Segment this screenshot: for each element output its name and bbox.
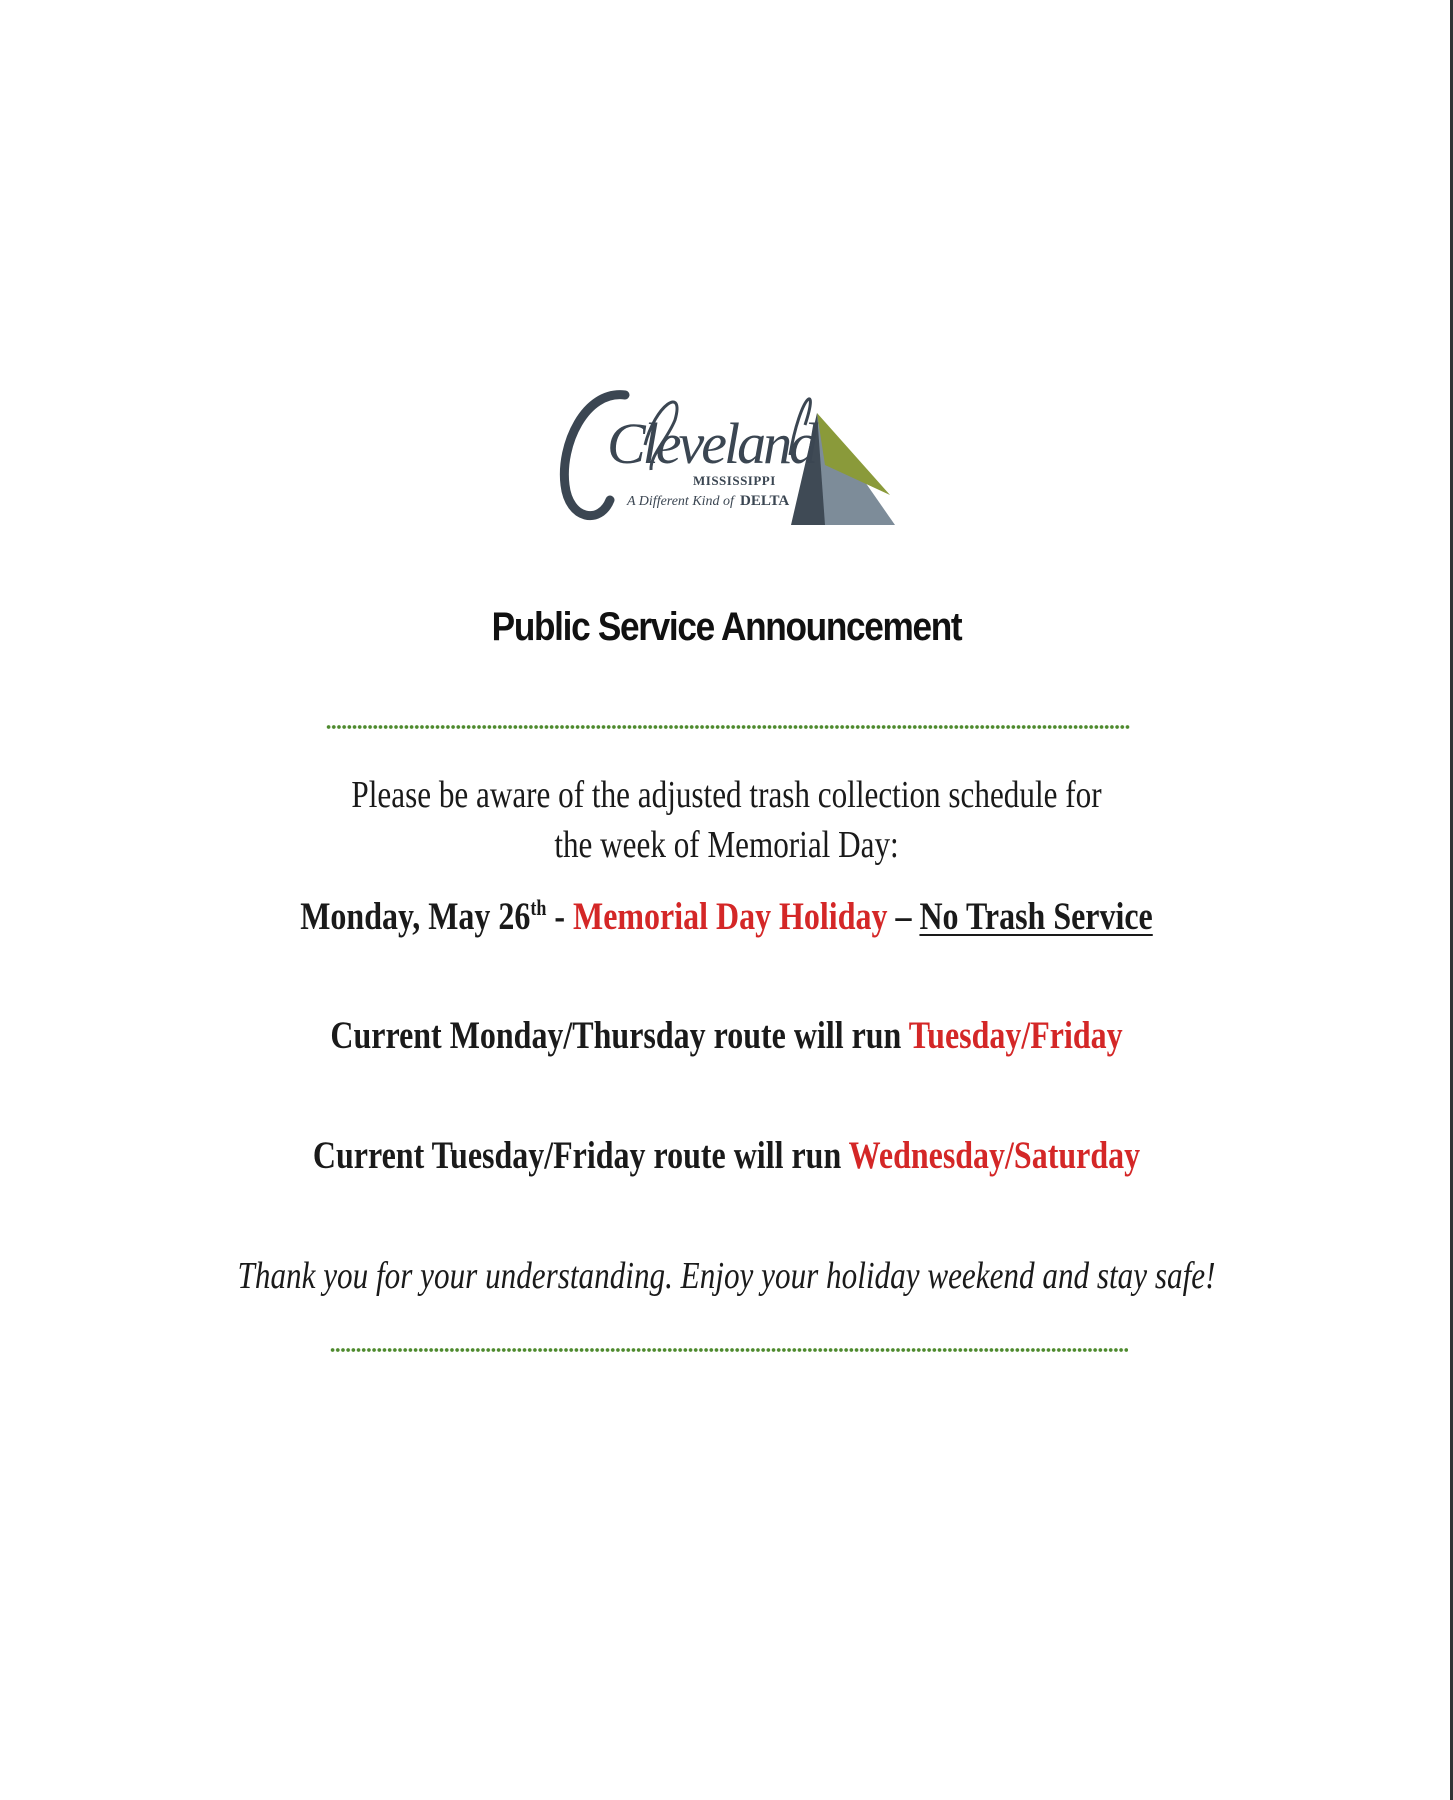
holiday-line [131, 894, 1322, 939]
dotted-divider-top [326, 723, 1130, 731]
route-line-2 [131, 1133, 1322, 1178]
intro-paragraph [131, 770, 1322, 870]
route-2-text: Current Tuesday/Friday route will run [312, 1134, 849, 1177]
logo-tagline-emphasis: DELTA [740, 493, 790, 509]
closing-message: Thank you for your understanding. Enjoy your holiday weekend and stay safe! [237, 1255, 1216, 1297]
intro-line-1: Please be aware of the adjusted trash collection schedule for [351, 774, 1102, 816]
route-2-new-days: Wednesday/Saturday [848, 1134, 1141, 1177]
holiday-dash-1: - [546, 895, 574, 938]
logo-tagline-prefix: A Different Kind of [627, 494, 734, 509]
route-line-1 [131, 1013, 1322, 1058]
holiday-name: Memorial Day Holiday [573, 895, 888, 938]
logo-state: MISSISSIPPI [693, 473, 776, 488]
cleveland-logo [555, 385, 895, 535]
logo-script-word: Cleveland [607, 411, 816, 476]
holiday-dash-2: – [887, 895, 920, 938]
dotted-divider-bottom [330, 1346, 1128, 1354]
holiday-day: Monday, May 26 [300, 895, 531, 938]
route-1-text: Current Monday/Thursday route will run [330, 1014, 909, 1057]
page-title: Public Service Announcement [491, 605, 962, 649]
route-1-new-days: Tuesday/Friday [908, 1014, 1123, 1057]
intro-line-2: the week of Memorial Day: [554, 824, 899, 866]
holiday-ordinal: th [530, 895, 547, 920]
no-service-notice: No Trash Service [919, 895, 1153, 938]
